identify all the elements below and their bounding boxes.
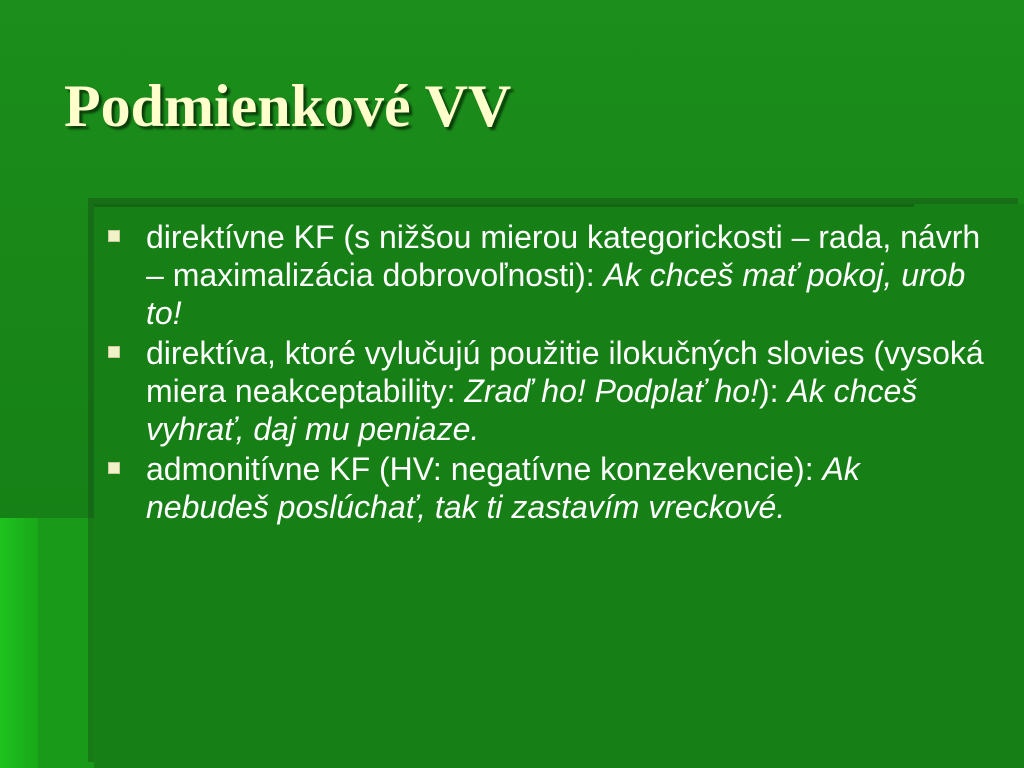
bullet-example: Ak chceš vyhrať, daj mu peniaze. xyxy=(146,373,918,447)
bullet-text: direktíva, ktoré vylučujú použitie ilokučných slovies (vysoká miera neakceptability: xyxy=(146,335,984,409)
bullet-example: Zraď ho! Podplať ho! xyxy=(464,373,759,409)
bullet-text: admonitívne KF (HV: negatívne konzekvencie): xyxy=(146,451,823,487)
decorative-panel-edge xyxy=(94,204,914,207)
bullet-example: Ak chceš mať pokoj, urob to! xyxy=(146,257,966,331)
decorative-panel-left xyxy=(0,518,38,768)
bullet-item xyxy=(104,334,984,448)
bullet-item xyxy=(104,450,984,526)
square-bullet-icon xyxy=(108,462,120,474)
decorative-panel-left-inner xyxy=(38,518,94,768)
square-bullet-icon xyxy=(108,230,120,242)
bullet-text: direktívne KF (s nižšou mierou kategorickosti – rada, návrh – maximalizácia dobrovoľnosti): xyxy=(146,219,981,293)
bullet-text: ): xyxy=(758,373,788,409)
bullet-example: Ak nebudeš poslúchať, tak ti zastavím vreckové. xyxy=(146,451,860,525)
square-bullet-icon xyxy=(108,346,120,358)
bullet-item xyxy=(104,218,984,332)
bullet-list xyxy=(104,218,984,528)
slide-title: Podmienkové VV xyxy=(64,73,512,139)
